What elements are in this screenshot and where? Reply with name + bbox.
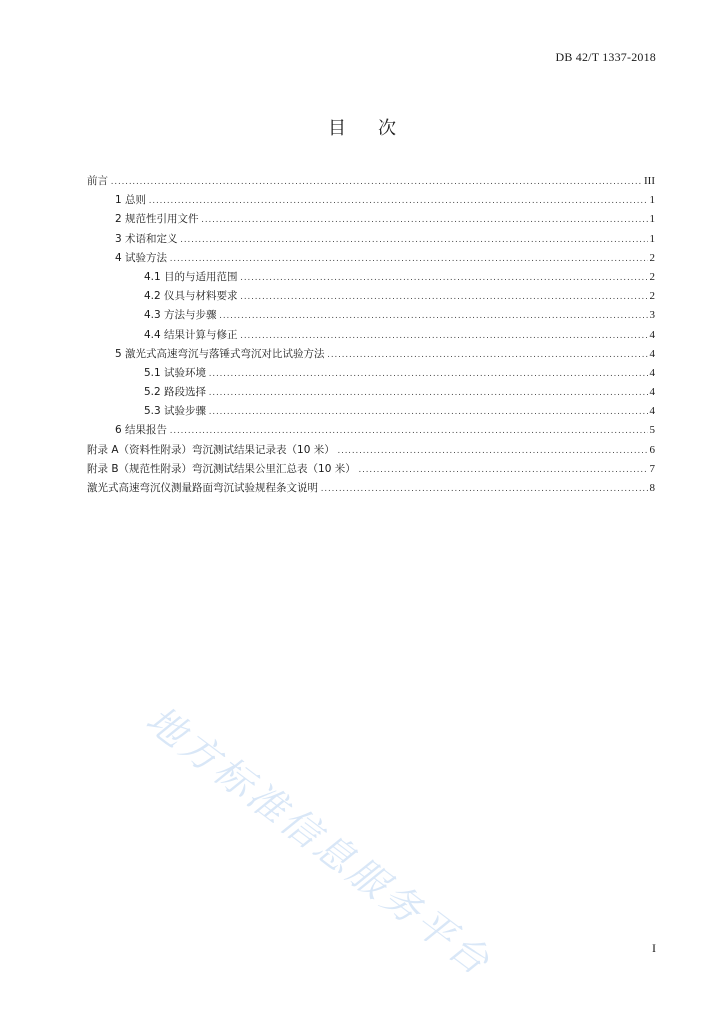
toc-entry[interactable] — [87, 306, 655, 325]
toc-entry-page: 4 — [649, 386, 655, 399]
toc-entry[interactable] — [87, 268, 655, 287]
toc-leader-dots — [169, 250, 647, 269]
toc-entry-label: 3 术语和定义 — [115, 232, 178, 245]
toc-leader-dots — [110, 173, 642, 192]
toc-entry[interactable] — [87, 383, 655, 402]
toc-entry-page: 1 — [649, 213, 655, 226]
toc-entry-label: 激光式高速弯沉仪测量路面弯沉试验规程条文说明 — [87, 482, 318, 494]
toc-entry[interactable] — [87, 326, 655, 345]
toc-entry-page: 3 — [649, 309, 655, 322]
toc-entry-page: 8 — [649, 482, 655, 494]
toc-leader-dots — [358, 461, 648, 480]
toc-entry[interactable] — [87, 210, 655, 229]
document-code: DB 42/T 1337-2018 — [555, 50, 656, 64]
toc-entry-label: 5 激光式高速弯沉与落锤式弯沉对比试验方法 — [115, 347, 325, 360]
page-number: I — [652, 941, 656, 955]
toc-entry-page: 2 — [649, 270, 655, 283]
toc-entry-page: 6 — [649, 443, 655, 456]
toc-entry[interactable] — [87, 421, 655, 440]
toc-leader-dots — [320, 480, 648, 499]
toc-entry[interactable] — [87, 402, 655, 421]
toc-entry-page: 1 — [649, 194, 655, 207]
toc-leader-dots — [208, 403, 647, 422]
toc-entry-page: 7 — [649, 462, 655, 475]
toc-entry-page: III — [644, 175, 655, 187]
toc-leader-dots — [240, 288, 648, 307]
toc-leader-dots — [337, 442, 648, 461]
watermark-text: 地方标准信息服务平台 — [138, 697, 501, 986]
toc-entry-page: 4 — [649, 328, 655, 341]
toc-entry-label: 6 结果报告 — [115, 424, 168, 437]
toc-entry-label: 4.4 结果计算与修正 — [144, 328, 238, 341]
toc-entry-page: 1 — [649, 232, 655, 245]
toc-entry[interactable] — [87, 460, 655, 479]
toc-entry[interactable] — [87, 441, 655, 460]
toc-leader-dots — [208, 365, 647, 384]
toc-entry-label: 5.3 试验步骤 — [144, 405, 207, 418]
toc-entry-page: 5 — [649, 424, 655, 437]
toc-entry-label: 4.2 仪具与材料要求 — [144, 290, 238, 303]
toc-entry[interactable] — [87, 345, 655, 364]
toc-leader-dots — [240, 269, 648, 288]
toc-entry-label: 5.2 路段选择 — [144, 386, 207, 399]
toc-entry[interactable] — [87, 230, 655, 249]
toc-leader-dots — [240, 327, 648, 346]
toc-entry-label: 2 规范性引用文件 — [115, 213, 199, 226]
toc-entry-page: 2 — [649, 290, 655, 303]
toc-entry-label: 4.3 方法与步骤 — [144, 309, 217, 322]
toc-leader-dots — [208, 384, 647, 403]
toc-entry-label: 前言 — [87, 175, 108, 187]
title-char-2: 次 — [378, 118, 396, 139]
toc-entry[interactable] — [87, 364, 655, 383]
toc-leader-dots — [219, 307, 648, 326]
toc-leader-dots — [148, 192, 647, 211]
toc-entry[interactable] — [87, 172, 655, 191]
toc-entry[interactable] — [87, 191, 655, 210]
page-title — [0, 114, 724, 140]
toc-leader-dots — [201, 211, 648, 230]
toc-entry-page: 2 — [649, 251, 655, 264]
toc-leader-dots — [180, 231, 648, 250]
toc-entry[interactable] — [87, 479, 655, 498]
toc-entry-label: 1 总则 — [115, 194, 147, 207]
toc-entry[interactable] — [87, 249, 655, 268]
toc-entry-page: 4 — [649, 366, 655, 379]
toc-leader-dots — [327, 346, 648, 365]
toc-entry-label: 4 试验方法 — [115, 251, 168, 264]
toc-entry-label: 4.1 目的与适用范围 — [144, 270, 238, 283]
toc-entry-page: 4 — [649, 405, 655, 418]
toc-entry-label: 附录 A（资料性附录）弯沉测试结果记录表（10 米） — [87, 443, 335, 456]
toc-leader-dots — [169, 422, 647, 441]
toc-entry[interactable] — [87, 287, 655, 306]
toc-entry-page: 4 — [649, 347, 655, 360]
toc-entry-label: 5.1 试验环境 — [144, 366, 207, 379]
title-char-1: 目 — [328, 118, 346, 139]
table-of-contents — [87, 172, 655, 498]
toc-entry-label: 附录 B（规范性附录）弯沉测试结果公里汇总表（10 米） — [87, 462, 356, 475]
